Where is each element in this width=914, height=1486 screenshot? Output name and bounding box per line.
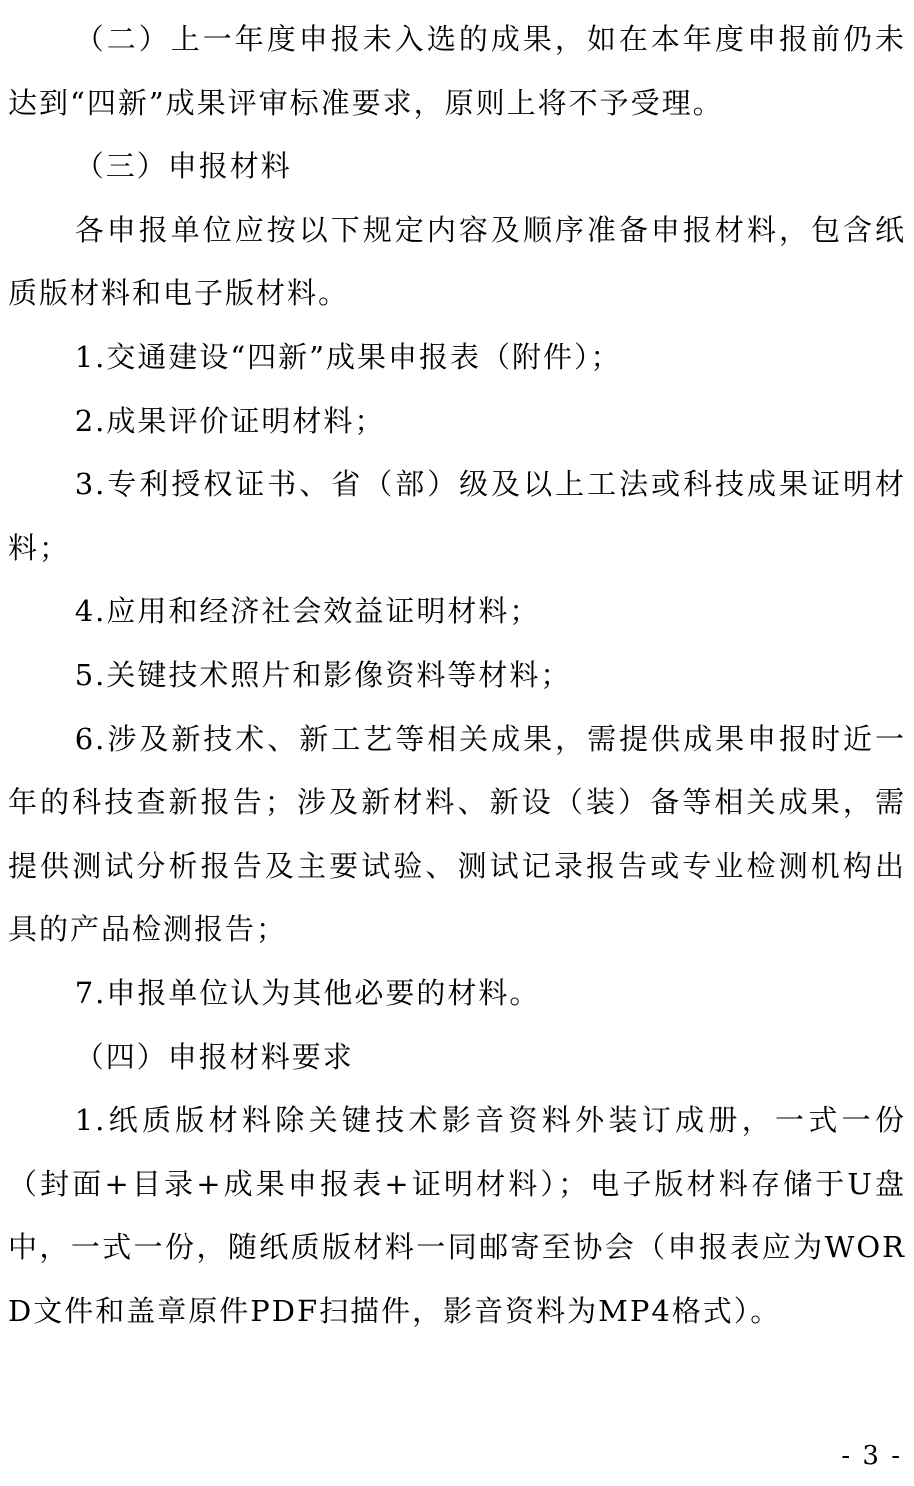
document-body <box>8 8 906 1343</box>
list-item-6: 6.涉及新技术、新工艺等相关成果，需提供成果申报时近一年的科技查新报告；涉及新材料、新设（装）备等相关成果，需提供测试分析报告及主要试验、测试记录报告或专业检测机构出具的产品检测报告； <box>8 721 906 947</box>
heading-material-requirements: （四）申报材料要求 <box>74 1039 354 1074</box>
list-item-4: 4.应用和经济社会效益证明材料； <box>74 594 541 629</box>
heading-application-materials: （三）申报材料 <box>74 149 292 184</box>
list-item-2: 2.成果评价证明材料； <box>74 403 386 438</box>
paragraph-unselected-results: （二）上一年度申报未入选的成果，如在本年度申报前仍未达到“四新”成果评审标准要求，原则上将不予受理。 <box>8 22 906 120</box>
list-item-1: 1.交通建设“四新”成果申报表（附件）； <box>74 339 622 374</box>
page-number: - 3 - <box>841 1441 902 1471</box>
requirement-item-1: 1.纸质版材料除关键技术影音资料外装订成册，一式一份（封面+目录+成果申报表+证明材料）；电子版材料存储于U盘中，一式一份，随纸质版材料一同邮寄至协会（申报表应为WORD文件和盖章原件PDF扫描件，影音资料为MP4格式）。 <box>8 1103 906 1328</box>
paragraph-materials-intro: 各申报单位应按以下规定内容及顺序准备申报材料，包含纸质版材料和电子版材料。 <box>8 212 906 311</box>
list-item-7: 7.申报单位认为其他必要的材料。 <box>74 975 541 1010</box>
list-item-5: 5.关键技术照片和影像资料等材料； <box>74 657 572 692</box>
list-item-3: 3.专利授权证书、省（部）级及以上工法或科技成果证明材料； <box>8 467 906 565</box>
